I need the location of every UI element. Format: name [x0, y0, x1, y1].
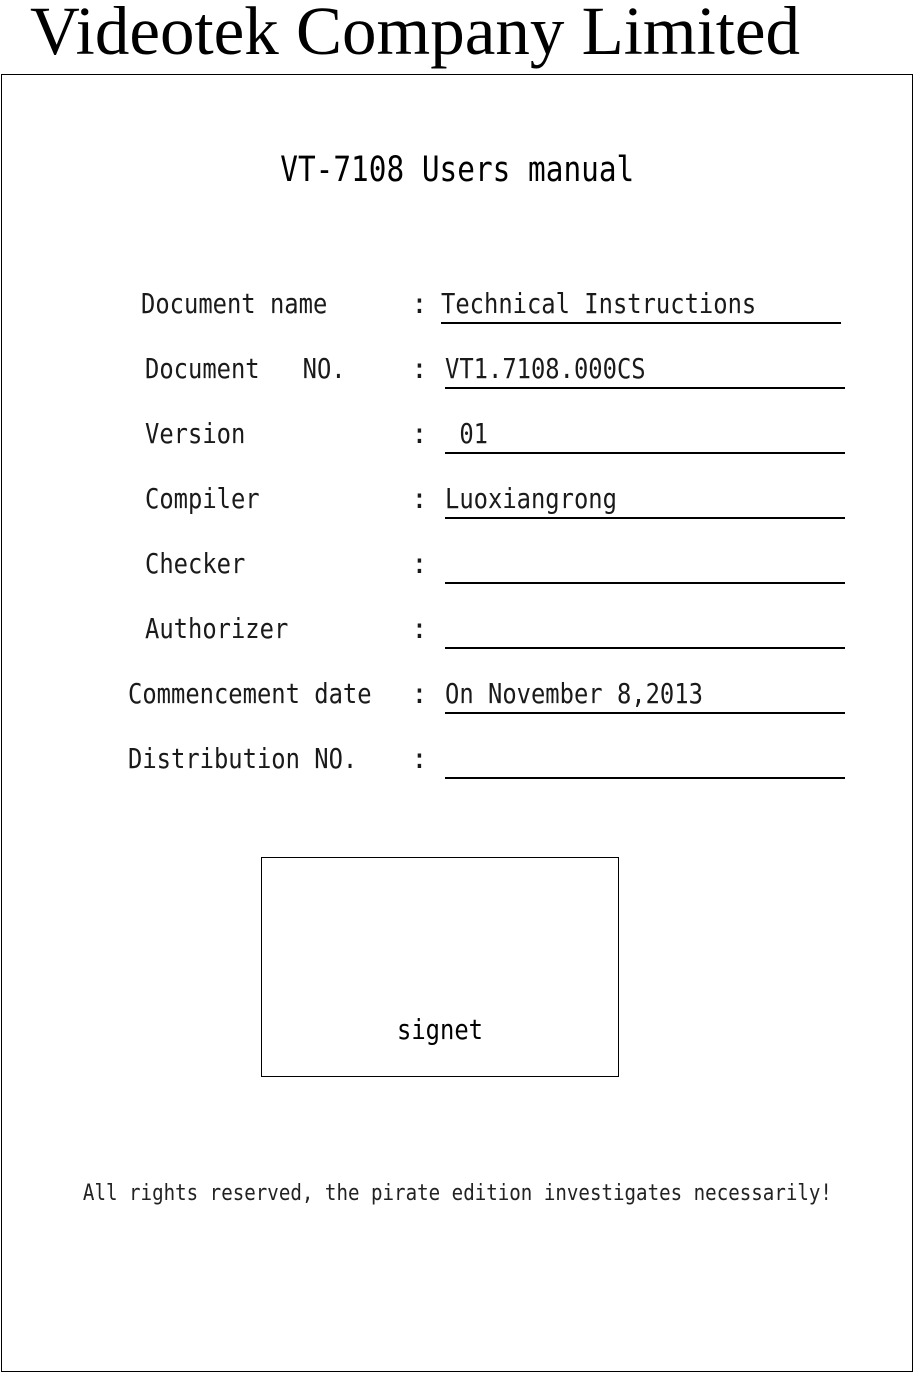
field-value-line-document-name — [441, 284, 841, 324]
field-value-compiler: Luoxiangrong — [445, 482, 617, 515]
field-value-line-version — [445, 414, 845, 454]
signet-label: signet — [397, 1013, 483, 1046]
field-label-document-no: Document NO. — [145, 352, 346, 385]
document-title: VT-7108 Users manual — [280, 150, 635, 190]
field-colon: : — [411, 612, 428, 645]
field-value-line-distribution-no — [445, 739, 845, 779]
field-document-name — [0, 284, 915, 324]
field-checker — [0, 544, 915, 584]
field-label-version: Version — [145, 417, 246, 450]
field-value-version: 01 — [445, 417, 488, 450]
field-authorizer — [0, 609, 915, 649]
field-commencement-date — [0, 674, 915, 714]
field-value-line-compiler — [445, 479, 845, 519]
field-version — [0, 414, 915, 454]
signet-box — [261, 857, 619, 1077]
field-label-commencement-date: Commencement date — [128, 677, 372, 710]
field-colon: : — [411, 287, 428, 320]
field-colon: : — [411, 677, 428, 710]
field-label-distribution-no: Distribution NO. — [128, 742, 358, 775]
field-colon: : — [411, 547, 428, 580]
field-distribution-no — [0, 739, 915, 779]
field-label-authorizer: Authorizer — [145, 612, 289, 645]
field-value-line-authorizer — [445, 609, 845, 649]
field-colon: : — [411, 417, 428, 450]
document-frame — [1, 74, 913, 1372]
field-colon: : — [411, 352, 428, 385]
field-value-line-commencement-date — [445, 674, 845, 714]
field-value-commencement-date: On November 8,2013 — [445, 677, 703, 710]
field-value-line-checker — [445, 544, 845, 584]
field-value-line-document-no — [445, 349, 845, 389]
field-value-document-name: Technical Instructions — [441, 287, 757, 320]
field-label-document-name: Document name — [141, 287, 328, 320]
field-label-checker: Checker — [145, 547, 246, 580]
field-colon: : — [411, 742, 428, 775]
company-name: Videotek Company Limited — [30, 0, 801, 69]
field-value-document-no: VT1.7108.000CS — [445, 352, 646, 385]
field-compiler — [0, 479, 915, 519]
field-document-no — [0, 349, 915, 389]
copyright-notice: All rights reserved, the pirate edition investigates necessarily! — [82, 1181, 832, 1206]
field-label-compiler: Compiler — [145, 482, 260, 515]
field-colon: : — [411, 482, 428, 515]
